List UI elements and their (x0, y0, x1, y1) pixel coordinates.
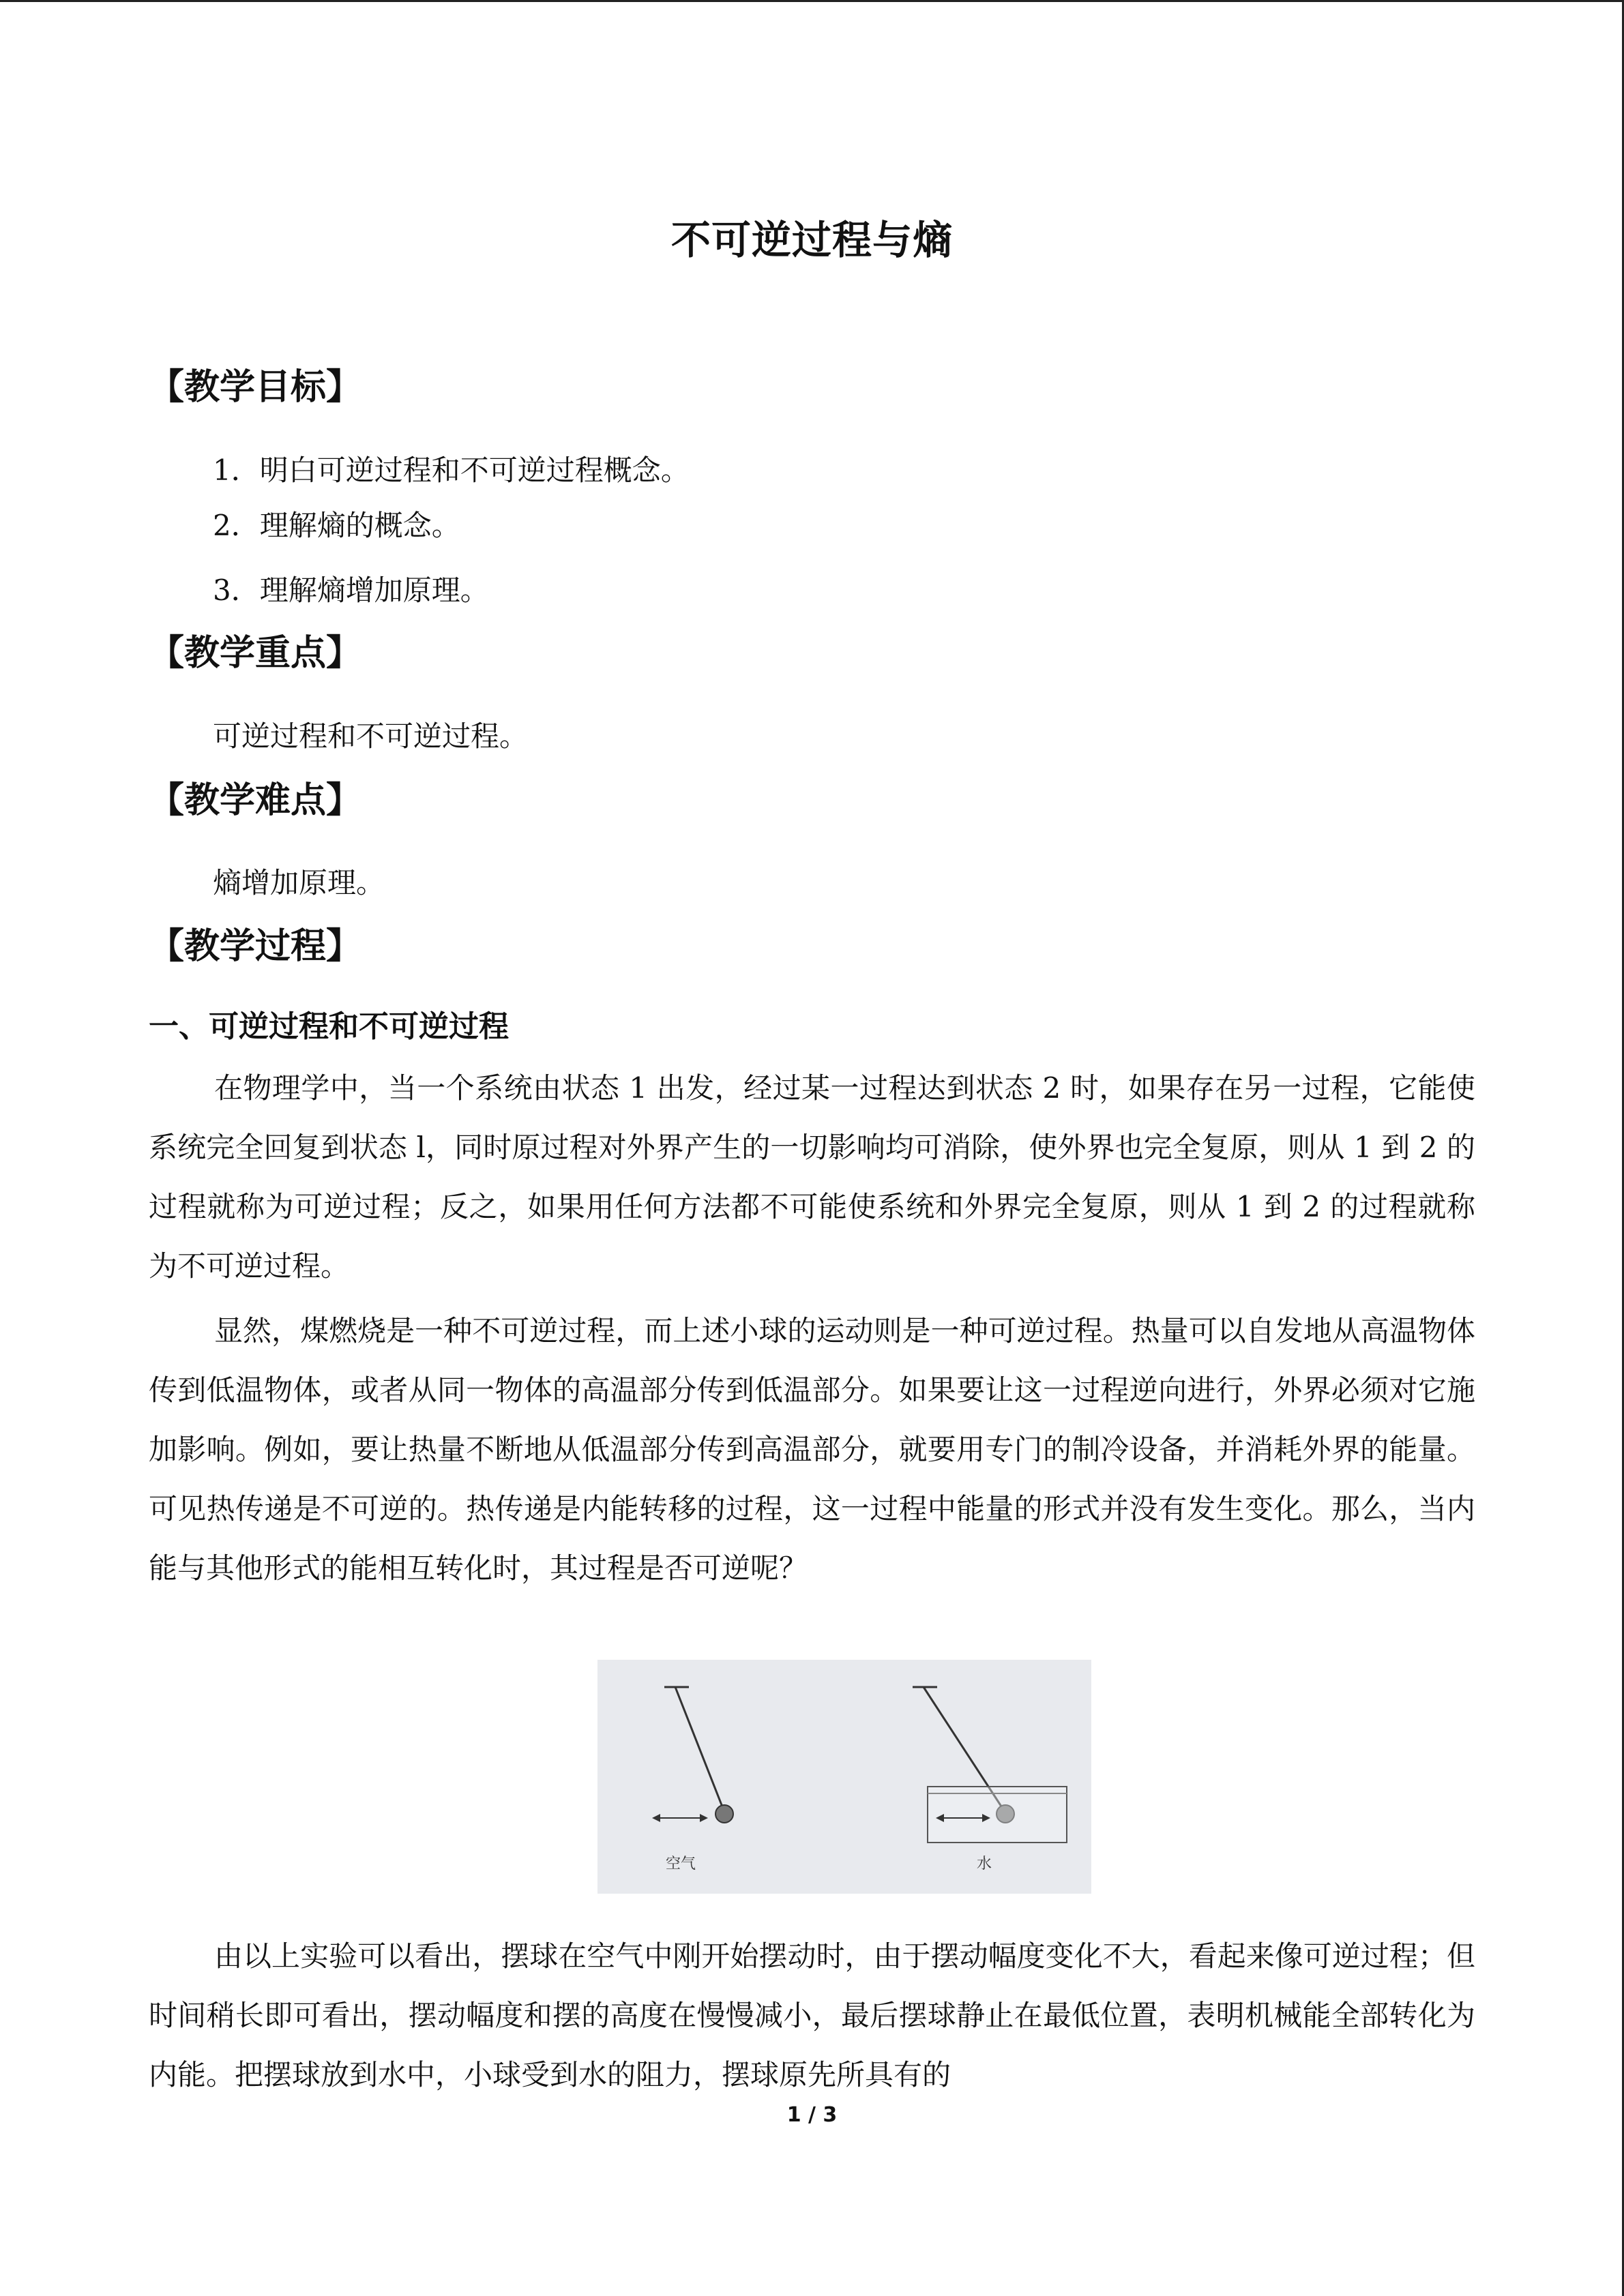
left-arrow-head-right (700, 1814, 708, 1822)
left-ball (715, 1805, 733, 1823)
objective-item: 2．理解熵的概念。 (213, 509, 460, 542)
process-heading: 【教学过程】 (149, 926, 362, 967)
water-tank (928, 1787, 1067, 1843)
key-points-text: 可逆过程和不可逆过程。 (213, 719, 529, 753)
difficulties-text: 熵增加原理。 (213, 866, 385, 899)
objective-item: 1．明白可逆过程和不可逆过程概念。 (213, 453, 690, 487)
left-arrow-head-left (652, 1814, 660, 1822)
air-label: 空气 (666, 1855, 696, 1873)
pendulum-illustration (597, 1660, 1091, 1894)
page-border-top (0, 0, 1624, 2)
paragraph: 显然，煤燃烧是一种不可逆过程，而上述小球的运动则是一种可逆过程。热量可以自发地从高温物体传到低温物体，或者从同一物体的高温部分传到低温部分。如果要让这一过程逆向进行，外界必须对它施加影响。例如，要让热量不断地从低温部分传到高温部分，就要用专门的制冷设备，并消耗外界的能量。可见热传递是不可逆的。热传递是内能转移的过程，这一过程中能量的形式并没有发生变化。那么，当内能与其他形式的能相互转化时，其过程是否可逆呢？ (149, 1314, 1475, 1585)
water-label: 水 (977, 1855, 992, 1873)
left-string (675, 1687, 723, 1808)
objectives-heading: 【教学目标】 (149, 367, 362, 408)
key-points-heading: 【教学重点】 (149, 633, 362, 674)
paragraph: 由以上实验可以看出，摆球在空气中刚开始摆动时，由于摆动幅度变化不大，看起来像可逆过程；但时间稍长即可看出，摆动幅度和摆的高度在慢慢减小，最后摆球静止在最低位置，表明机械能全部转化为内能。把摆球放到水中，小球受到水的阻力，摆球原先所具有的 (149, 1939, 1475, 2091)
page-number: 1 / 3 (786, 2103, 838, 2127)
pendulum-figure (597, 1660, 1091, 1894)
difficulties-heading: 【教学难点】 (149, 780, 362, 821)
section-subheading: 一、可逆过程和不可逆过程 (149, 1009, 509, 1044)
paragraph: 在物理学中，当一个系统由状态 1 出发，经过某一过程达到状态 2 时，如果存在另一过程，它能使系统完全回复到状态 l，同时原过程对外界产生的一切影响均可消除，使外界也完全复原，则从 1 到 2 的过程就称为可逆过程；反之，如果用任何方法都不可能使系统和外界完全复原，则从 1 到 2 的过程就称为不可逆过程。 (149, 1071, 1475, 1283)
page-title: 不可逆过程与熵 (670, 217, 953, 263)
objective-item: 3．理解熵增加原理。 (213, 573, 489, 607)
